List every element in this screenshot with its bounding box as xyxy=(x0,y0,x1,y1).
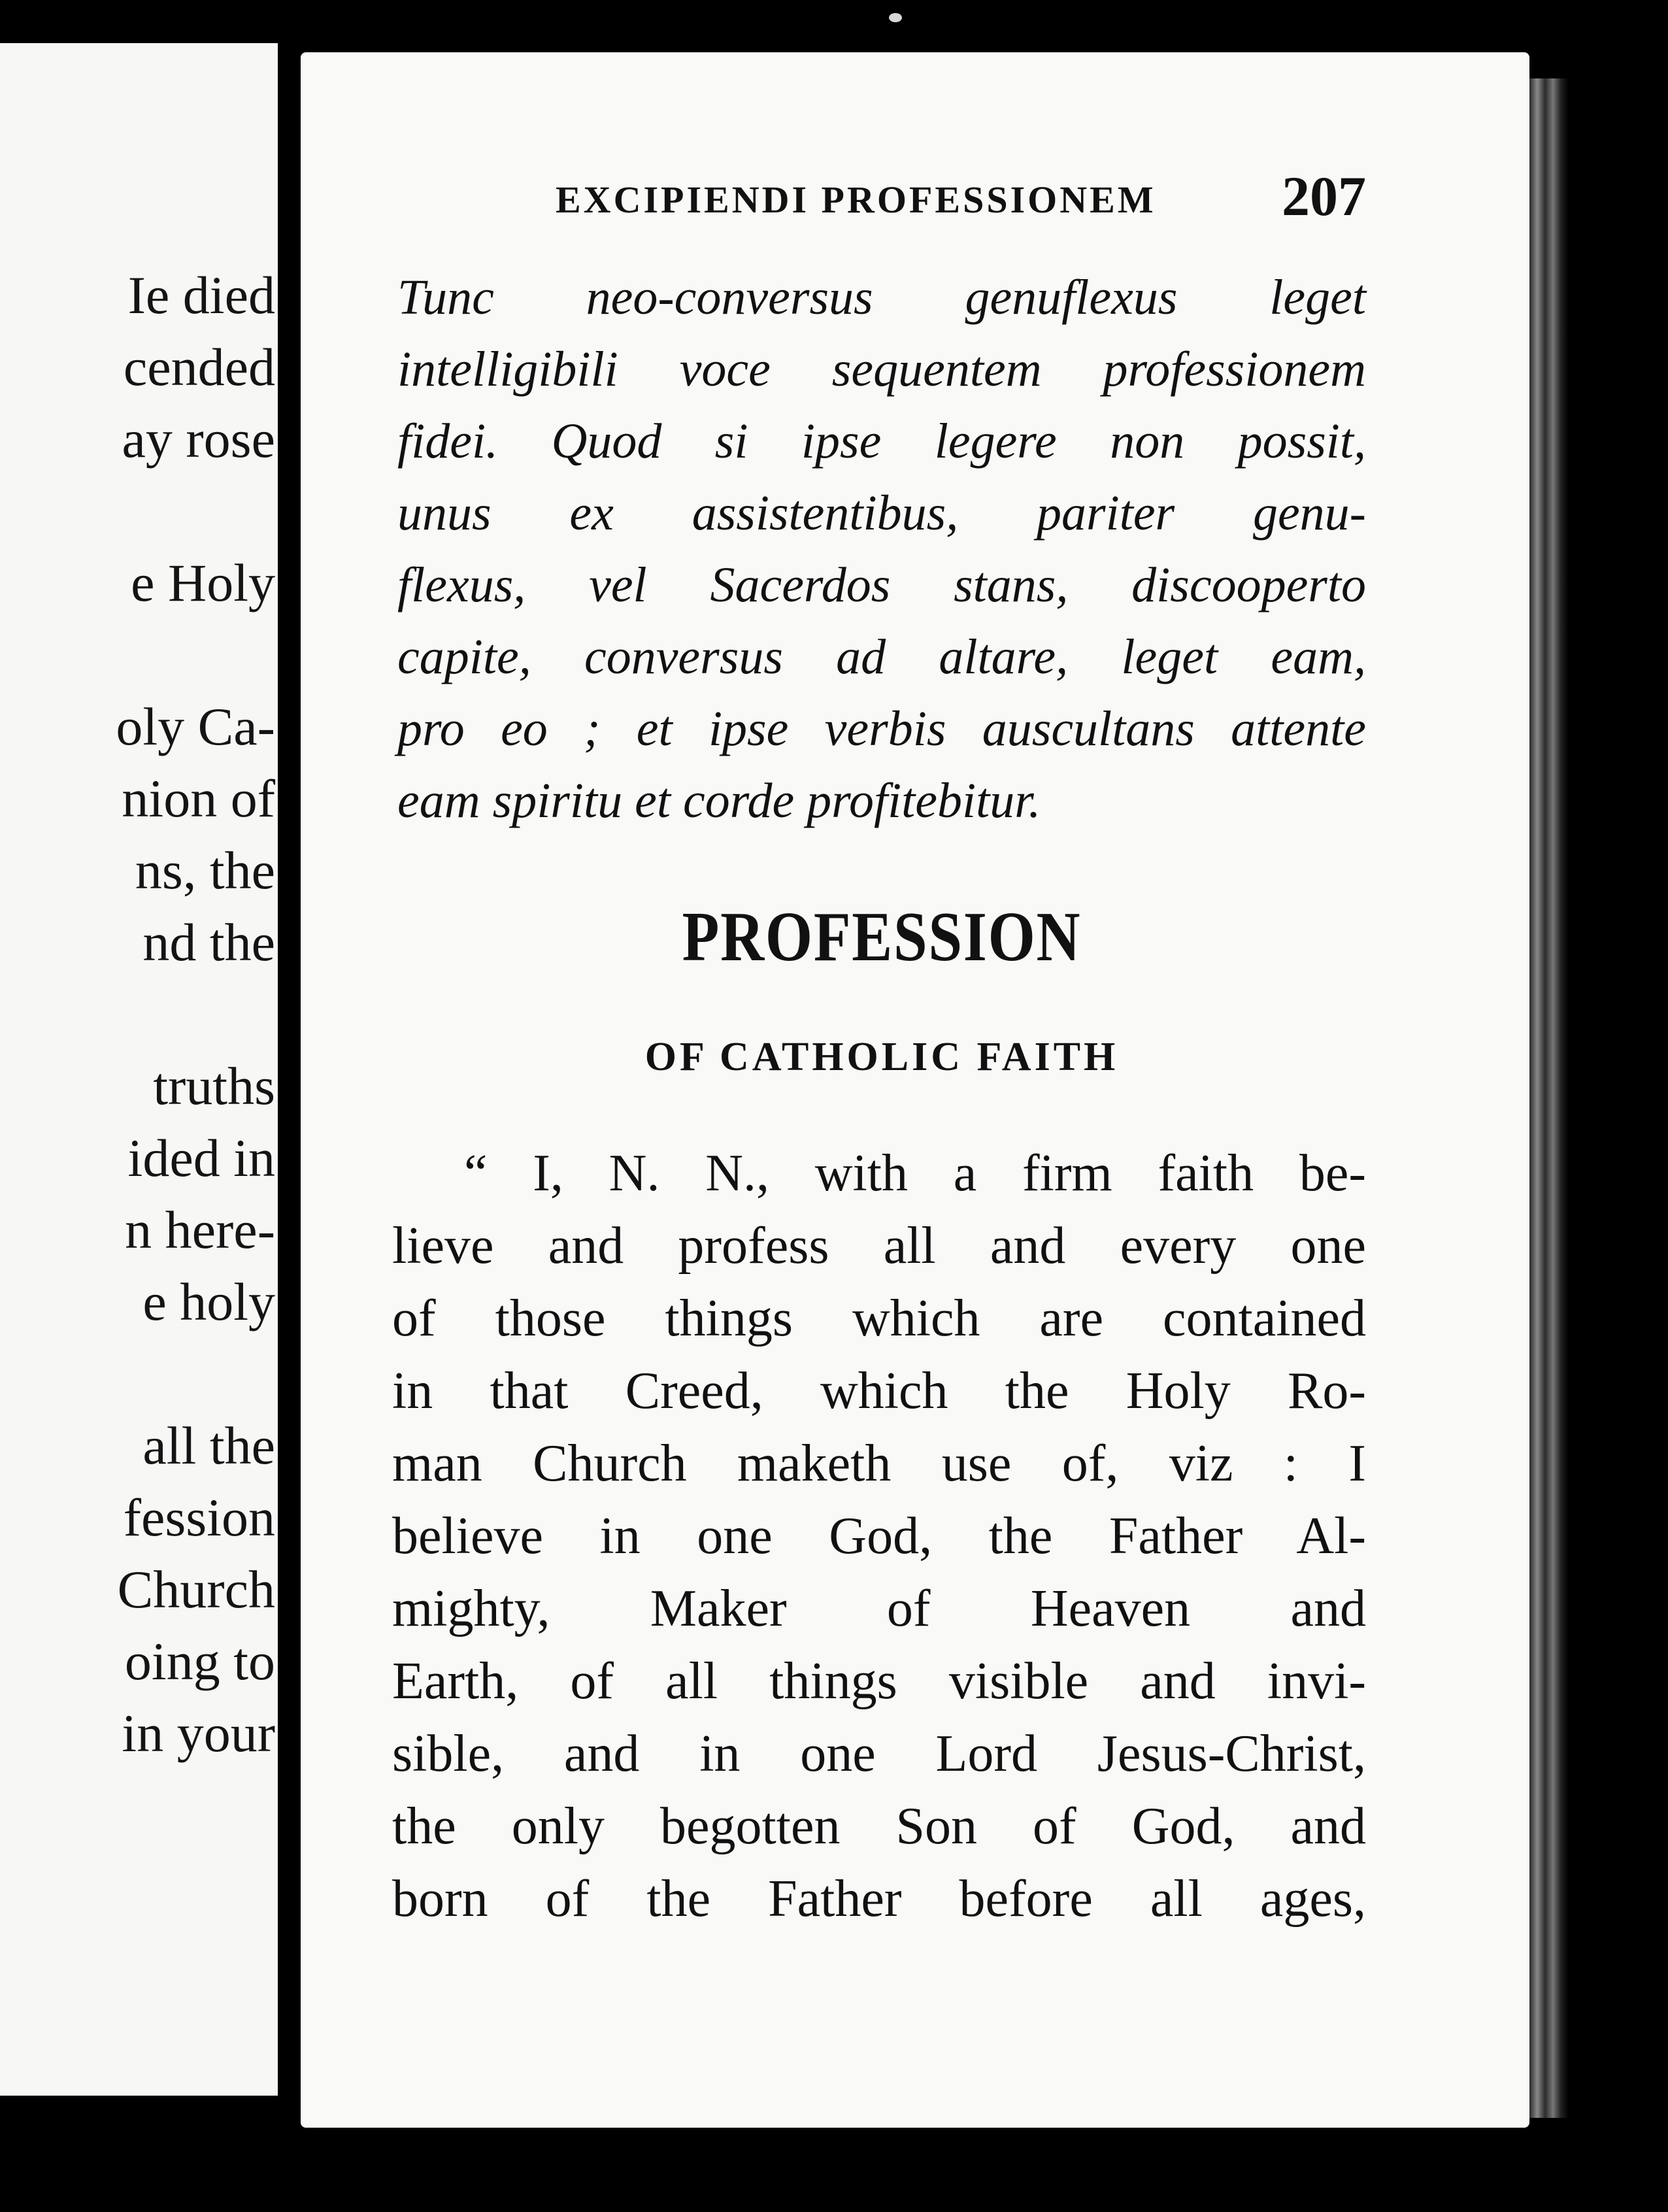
scan-speck xyxy=(889,13,902,22)
body-line: in that Creed, which the Holy Ro- xyxy=(392,1362,1366,1420)
body-line: man Church maketh use of, viz : I xyxy=(392,1435,1366,1492)
left-page-line: Ie died xyxy=(127,265,275,325)
left-page-line: nd the xyxy=(142,913,275,972)
left-page-line: e Holy xyxy=(131,553,275,612)
italic-rubric xyxy=(397,261,1366,837)
rubric-line: Tunc neo-conversus genuflexus leget xyxy=(397,270,1366,325)
body-line: mighty, Maker of Heaven and xyxy=(392,1580,1366,1637)
left-page-line: ns, the xyxy=(135,841,275,900)
running-head: EXCIPIENDI PROFESSIONEM xyxy=(556,178,1156,221)
left-page-line: oing to xyxy=(124,1632,275,1691)
section-subtitle: OF CATHOLIC FAITH xyxy=(644,1035,1119,1079)
body-line: the only begotten Son of God, and xyxy=(392,1798,1366,1855)
left-page-line: oly Ca- xyxy=(116,697,275,756)
rubric-line: intelligibili voce sequentem professionem xyxy=(397,342,1366,397)
body-line: Earth, of all things visible and invi- xyxy=(392,1652,1366,1710)
body-line: born of the Father before all ages, xyxy=(392,1870,1366,1928)
left-page-line: n here- xyxy=(125,1200,275,1260)
body-line: “ I, N. N., with a firm faith be- xyxy=(464,1145,1366,1202)
body-line: lieve and profess all and every one xyxy=(392,1217,1366,1275)
left-page-line: ay rose xyxy=(122,409,275,469)
body-line: of those things which are contained xyxy=(392,1290,1366,1347)
body-line: sible, and in one Lord Jesus-Christ, xyxy=(392,1725,1366,1783)
left-page-line: truths xyxy=(153,1056,275,1116)
section-title: PROFESSION xyxy=(682,898,1082,976)
book-gutter xyxy=(278,0,301,2212)
left-page-line: nion of xyxy=(122,769,275,828)
rubric-line: unus ex assistentibus, pariter genu- xyxy=(397,486,1366,541)
rubric-line: flexus, vel Sacerdos stans, discooperto xyxy=(397,558,1366,612)
page-number: 207 xyxy=(1282,165,1366,227)
left-page-line: e holy xyxy=(142,1272,275,1332)
left-page-line: all the xyxy=(142,1416,275,1475)
left-page-line: ided in xyxy=(127,1128,275,1188)
rubric-line: pro eo ; et ipse verbis auscultans attente xyxy=(397,701,1366,756)
facing-page-left xyxy=(0,43,282,2096)
page-edges xyxy=(1529,78,1569,2118)
rubric-line: eam spiritu et corde profitebitur. xyxy=(397,773,1041,828)
page-header xyxy=(556,163,1366,229)
left-page-line: fession xyxy=(123,1488,275,1547)
profession-text xyxy=(392,1137,1366,1936)
body-line: believe in one God, the Father Al- xyxy=(392,1507,1366,1565)
left-page-line: cended xyxy=(123,337,275,397)
left-page-line: in your xyxy=(122,1703,275,1763)
rubric-line: fidei. Quod si ipse legere non possit, xyxy=(397,414,1366,469)
left-page-line: Church xyxy=(117,1560,275,1619)
rubric-line: capite, conversus ad altare, leget eam, xyxy=(397,629,1366,684)
